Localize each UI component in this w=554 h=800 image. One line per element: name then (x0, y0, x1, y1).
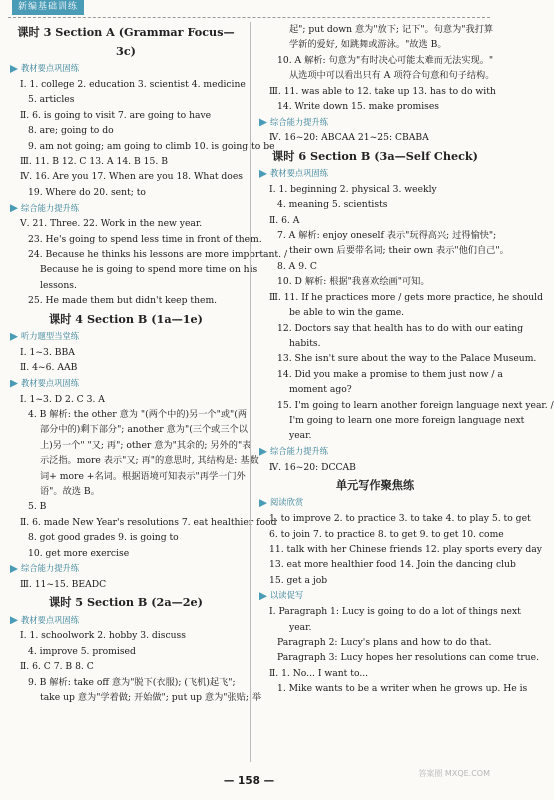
answer-line: 5. B (28, 501, 47, 513)
answer-line: habits. (289, 337, 321, 349)
category-label (10, 377, 242, 391)
category-label (10, 613, 242, 627)
answer-line: year. (289, 621, 312, 633)
answer-line: 部分中的)剩下部分"; another 意为"(三个或三个以 (40, 424, 248, 436)
category-text: 阅读欣赏 (270, 497, 304, 508)
answer-line: 学新的爱好, 如跳舞或游泳。"故选 B。 (289, 39, 447, 51)
answer-line: 13. eat more healthier food 14. Join the dancing club (269, 559, 516, 571)
answer-line: 14. Did you make a promise to them just now / a (277, 368, 503, 380)
answer-line: 14. Write down 15. make promises (277, 101, 440, 113)
answer-line: 10. D 解析: 根据"我喜欢绘画"可知。 (277, 276, 430, 288)
category-text: 综合能力提升练 (21, 202, 80, 213)
section-heading: 课时 6 Section B (3a—Self Check) (272, 148, 478, 163)
triangle-icon (10, 565, 18, 573)
category-label (10, 330, 242, 344)
triangle-icon (10, 204, 18, 212)
triangle-icon (259, 499, 267, 507)
answer-line: I'm going to learn one more foreign language next (289, 414, 525, 426)
answer-line: Ⅰ. Paragraph 1: Lucy is going to do a lot of things next (269, 606, 521, 618)
brand-tag: 新编基础训练 (12, 0, 84, 15)
right-column (259, 22, 554, 697)
category-text: 教材要点巩固练 (21, 377, 80, 388)
section-heading: 单元写作聚焦练 (335, 478, 415, 493)
category-text: 听力题型当堂练 (21, 330, 80, 341)
answer-line: 5. articles (28, 94, 75, 106)
answer-line: Ⅱ. 6. is going to visit 7. are going to have (20, 109, 212, 121)
triangle-icon (10, 616, 18, 624)
triangle-icon (10, 65, 18, 73)
answer-line: Ⅰ. 1~3. BBA (20, 346, 75, 358)
answer-line: 词+ more +名词。根据语境可知表示"再学一门外 (40, 470, 246, 482)
category-text: 以读促写 (270, 590, 304, 601)
answer-line: 9. B 解析: take off 意为"脱下(衣服); (飞机)起飞"; (28, 676, 236, 688)
answer-line: Paragraph 2: Lucy's plans and how to do that. (277, 637, 492, 648)
category-label (259, 445, 491, 459)
answer-line: Ⅱ. 1. No... I want to... (269, 667, 369, 679)
category-text: 教材要点巩固练 (21, 614, 80, 625)
category-text: 教材要点巩固练 (21, 63, 80, 74)
category-label (259, 589, 491, 603)
answer-line: 上)另一个" "又; 再"; other 意为"其余的; 另外的"表 (40, 439, 252, 451)
answer-line: Ⅳ. 16. Are you 17. When are you 18. What does (20, 171, 243, 183)
answer-line: Ⅰ. 1. schoolwork 2. hobby 3. discuss (20, 630, 186, 642)
answer-line: Because he is going to spend more time on his (40, 264, 258, 276)
triangle-icon (259, 170, 267, 178)
triangle-icon (259, 592, 267, 600)
category-label (10, 62, 242, 76)
answer-line: 起"; put down 意为"放下; 记下"。句意为"我打算 (289, 24, 494, 35)
answer-line: 12. Doctors say that health has to do with our eating (277, 322, 524, 334)
answer-line: 13. She isn't sure about the way to the Palace Museum. (277, 353, 537, 365)
section-heading: 课时 5 Section B (2a—2e) (49, 595, 203, 610)
triangle-icon (10, 333, 18, 341)
category-label (259, 167, 491, 181)
category-text: 综合能力提升练 (270, 116, 329, 127)
category-text: 综合能力提升练 (21, 563, 80, 574)
answer-line: 15. I'm going to learn another foreign language next year. / (277, 399, 554, 411)
category-text: 教材要点巩固练 (270, 168, 329, 179)
category-label (10, 201, 242, 215)
answer-line: 9. am not going; am going to climb 10. is going to be (28, 140, 275, 152)
answer-line: 11. talk with her Chinese friends 12. play sports every day (269, 543, 542, 555)
answer-line: Ⅲ. 11. was able to 12. take up 13. has to do with (269, 85, 496, 97)
answer-line: 19. Where do 20. sent; to (28, 186, 146, 198)
answer-line: 7. A 解析: enjoy oneself 表示"玩得高兴; 过得愉快"; (277, 230, 497, 242)
triangle-icon (259, 448, 267, 456)
page-number: — 158 — (223, 775, 275, 787)
answer-line: 从选项中可以看出只有 A 项符合句意和句子结构。 (289, 70, 495, 82)
answer-line: 24. Because he thinks his lessons are more important. / (28, 249, 288, 261)
answer-line: Ⅱ. 6. C 7. B 8. C (20, 661, 94, 673)
answer-line: take up 意为"学着做; 开始做"; put up 意为"张贴; 举 (40, 692, 262, 703)
header-rule (8, 17, 490, 18)
answer-line: Ⅱ. 6. made New Year's resolutions 7. eat healthier food (20, 516, 277, 528)
answer-line: lessons. (40, 279, 77, 291)
answer-line: 4. B 解析: the other 意为 "(两个中的)另一个"或"(两 (28, 408, 248, 420)
answer-line: 示泛指。more 表示"又; 再"的意思时, 其结构是: 基数 (40, 455, 259, 467)
answer-line: Ⅰ. 1~3. D 2. C 3. A (20, 393, 105, 405)
answer-line: their own 后要带名词; their own 表示"他们自己"。 (289, 245, 509, 257)
answer-line: year. (289, 430, 312, 442)
category-label (259, 496, 491, 510)
answer-line: Ⅲ. 11. If he practices more / gets more practice, he should (269, 291, 543, 303)
answer-line: Paragraph 3: Lucy hopes her resolutions can come true. (277, 652, 540, 664)
answer-line: 25. He made them but didn't keep them. (28, 295, 218, 307)
answer-line: 8. A 9. C (277, 260, 317, 272)
answer-line: 1. Mike wants to be a writer when he grows up. He is (277, 683, 528, 695)
answer-line: Ⅳ. 16~20: DCCAB (269, 461, 356, 473)
answer-line: moment ago? (289, 384, 352, 396)
answer-line: Ⅳ. 16~20: ABCAA 21~25: CBABA (269, 132, 429, 144)
section-heading: 课时 3 Section A (Grammar Focus—3c) (17, 25, 235, 58)
answer-line: Ⅲ. 11. B 12. C 13. A 14. B 15. B (20, 156, 168, 168)
column-divider (250, 22, 251, 762)
category-label (259, 115, 491, 129)
answer-line: Ⅱ. 4~6. AAB (20, 362, 78, 374)
answer-line: Ⅰ. 1. beginning 2. physical 3. weekly (269, 183, 437, 195)
answer-line: 15. get a job (269, 574, 328, 586)
section-heading: 课时 4 Section B (1a—1e) (49, 311, 203, 326)
answer-line: 8. are; going to do (28, 125, 114, 137)
answer-line: 10. A 解析: 句意为"有时决心可能太难而无法实现。" (277, 54, 494, 66)
category-label (10, 562, 242, 576)
answer-line: Ⅰ. 1. college 2. education 3. scientist 4. medicine (20, 79, 246, 90)
watermark-logo: 答案圈 MXQE.COM (418, 769, 490, 778)
answer-line: 10. get more exercise (28, 547, 130, 559)
triangle-icon (259, 118, 267, 126)
answer-line: 6. to join 7. to practice 8. to get 9. to get 10. come (269, 528, 504, 540)
answer-line: Ⅱ. 6. A (269, 214, 300, 226)
answer-line: be able to win the game. (289, 307, 405, 319)
answer-line: Ⅲ. 11~15. BEADC (20, 578, 107, 590)
answer-line: 4. meaning 5. scientists (277, 199, 388, 211)
answer-line: Ⅴ. 21. Three. 22. Work in the new year. (20, 218, 203, 230)
answer-line: 23. He's going to spend less time in front of them. (28, 233, 262, 245)
answer-line: 4. improve 5. promised (28, 645, 136, 657)
category-text: 综合能力提升练 (270, 446, 329, 457)
answer-line: 语"。故选 B。 (40, 485, 100, 497)
answer-line: 8. got good grades 9. is going to (28, 532, 179, 544)
answer-line: 1. to improve 2. to practice 3. to take 4. to play 5. to get (269, 513, 531, 525)
triangle-icon (10, 380, 18, 388)
